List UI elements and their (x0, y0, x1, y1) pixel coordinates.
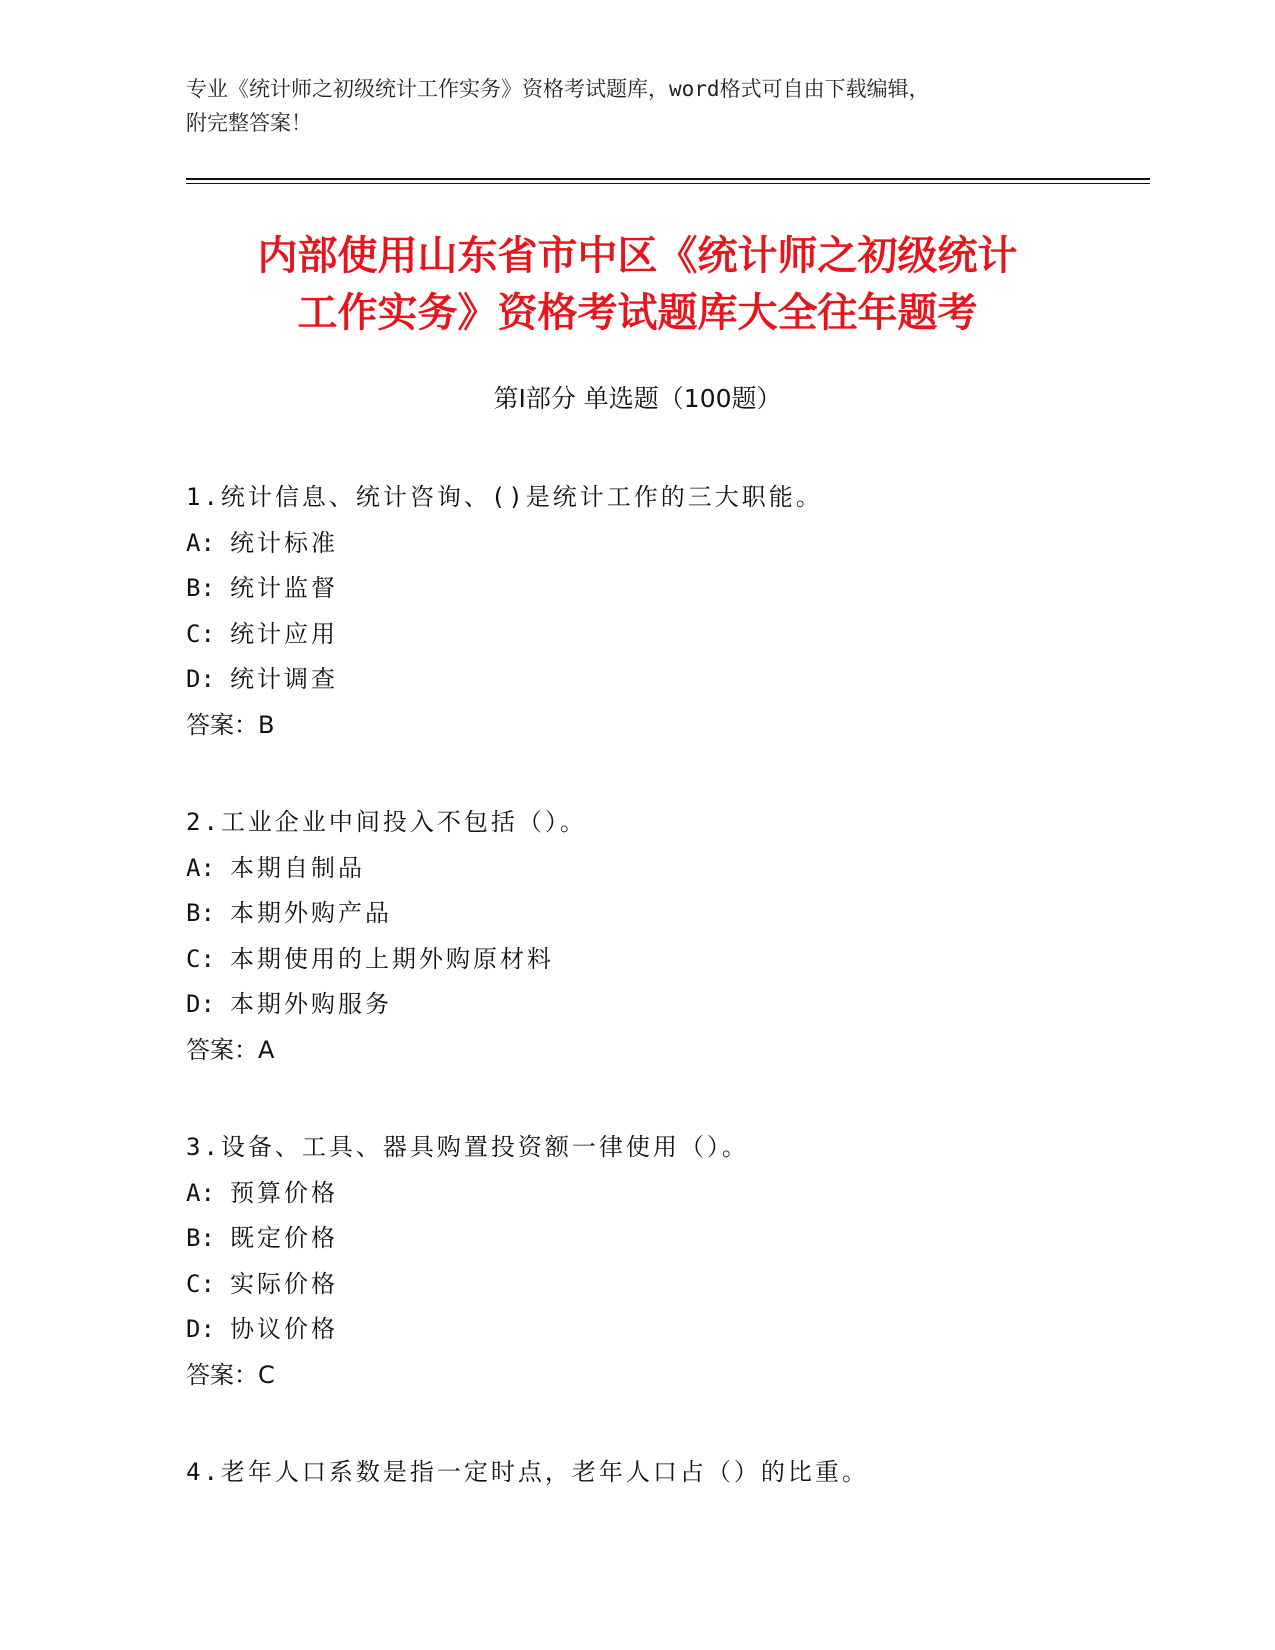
option-c (186, 612, 1146, 658)
option-text: 本期使用的上期外购原材料 (230, 944, 554, 973)
option-b (186, 566, 1146, 612)
question-stem: 1.统计信息、统计咨询、()是统计工作的三大职能。 (186, 483, 823, 511)
option-text: 统计监督 (230, 574, 338, 602)
option-a (186, 1171, 1146, 1217)
header-note-line-2: 附完整答案！ (186, 111, 312, 135)
section-heading: 第Ⅰ部分 单选题（100题） (493, 384, 782, 413)
header-note-line-1: 专业《统计师之初级统计工作实务》资格考试题库，word格式可自由下载编辑， (186, 77, 930, 101)
option-d (186, 1307, 1146, 1353)
option-text: 统计调查 (230, 665, 338, 693)
option-c (186, 937, 1146, 983)
option-key: C: (186, 1269, 215, 1298)
question-stem: 4.老年人口系数是指一定时点，老年人口占（）的比重。 (186, 1458, 869, 1486)
document-title (160, 228, 1115, 342)
option-text: 本期自制品 (230, 853, 365, 882)
option-d (186, 982, 1146, 1028)
option-key: A: (186, 853, 215, 882)
header-note (186, 72, 1086, 140)
option-key: B: (186, 574, 215, 602)
option-text: 实际价格 (230, 1269, 338, 1298)
question-1 (186, 475, 1146, 748)
answer-line: 答案：A (186, 1035, 275, 1064)
answer-line: 答案：B (186, 710, 275, 739)
option-text: 本期外购产品 (230, 899, 392, 927)
document-title-line-2: 工作实务》资格考试题库大全往年题考 (297, 290, 978, 336)
option-key: D: (186, 1315, 215, 1343)
option-text: 预算价格 (230, 1178, 338, 1207)
option-a (186, 846, 1146, 892)
option-text: 统计标准 (230, 528, 338, 557)
option-key: D: (186, 665, 215, 693)
option-key: C: (186, 944, 215, 973)
option-b (186, 891, 1146, 937)
option-key: B: (186, 899, 215, 927)
option-key: D: (186, 990, 215, 1018)
option-d (186, 657, 1146, 703)
question-2 (186, 800, 1146, 1073)
option-text: 协议价格 (230, 1315, 338, 1343)
answer-line: 答案：C (186, 1360, 275, 1389)
option-key: C: (186, 619, 215, 648)
option-key: B: (186, 1224, 215, 1252)
document-title-line-1: 内部使用山东省市中区《统计师之初级统计 (257, 233, 1018, 279)
option-key: A: (186, 1178, 215, 1207)
question-3 (186, 1125, 1146, 1398)
question-list (186, 475, 1146, 1548)
header-divider-thin (186, 183, 1150, 184)
option-text: 既定价格 (230, 1224, 338, 1252)
option-c (186, 1262, 1146, 1308)
question-stem: 2.工业企业中间投入不包括（）。 (186, 808, 587, 836)
option-text: 本期外购服务 (230, 990, 392, 1018)
option-b (186, 1216, 1146, 1262)
question-4 (186, 1450, 1146, 1496)
option-text: 统计应用 (230, 619, 338, 648)
option-key: A: (186, 528, 215, 557)
option-a (186, 521, 1146, 567)
header-divider-thick (186, 178, 1150, 180)
question-stem: 3.设备、工具、器具购置投资额一律使用（）。 (186, 1133, 749, 1161)
